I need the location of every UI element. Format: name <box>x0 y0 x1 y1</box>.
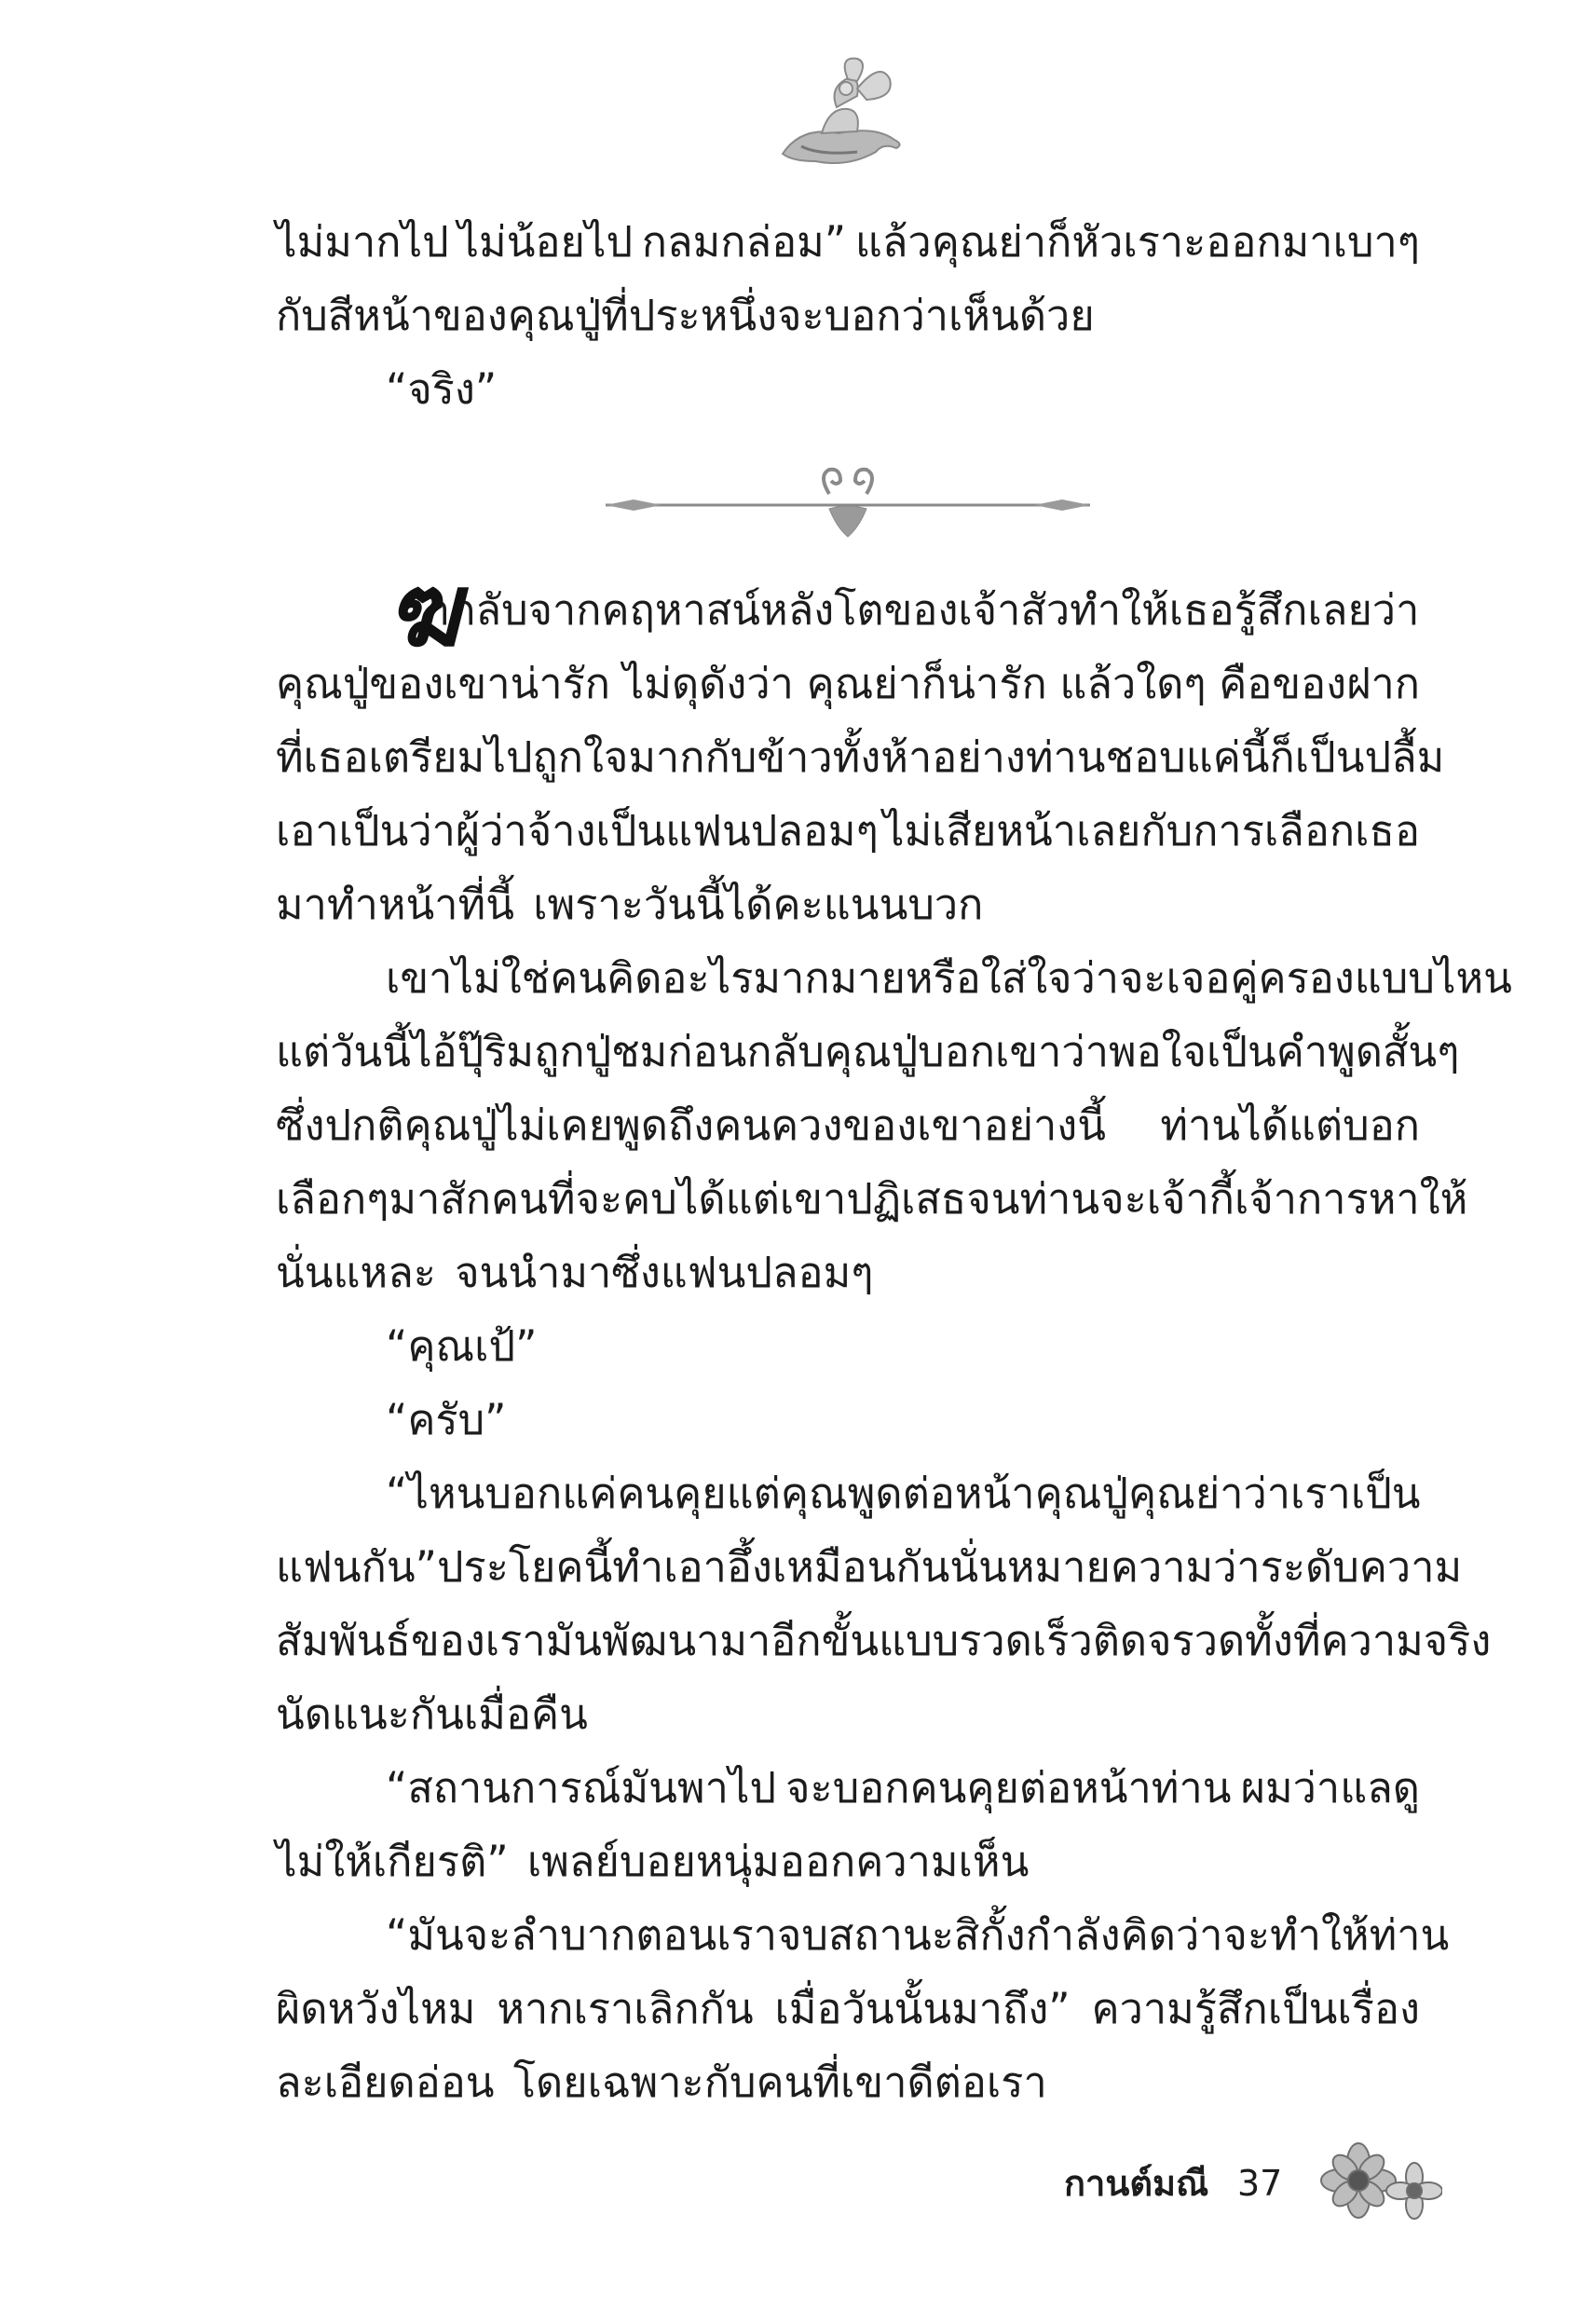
text-line: ไม่ให้เกียรติ” เพลย์บอยหนุ่มออกความเห็น <box>276 1837 1030 1886</box>
text-line: “จริง” <box>386 364 498 414</box>
text-line: นัดแนะกันเมื่อคืน <box>276 1689 588 1739</box>
section-divider-ornament <box>596 457 1099 545</box>
text-line: ากลับจากคฤหาสน์หลังโตของเจ้าสัวทำให้เธอรู้สึกเลยว่า <box>427 585 1420 635</box>
text-line: “สถานการณ์มันพาไป จะบอกคนคุยต่อหน้าท่าน ผมว่าแลดู <box>386 1763 1420 1812</box>
text-line: กับสีหน้าของคุณปู่ที่ประหนึ่งจะบอกว่าเห็นด้วย <box>276 291 1095 340</box>
text-line: “ไหนบอกแค่คนคุย แต่คุณพูดต่อหน้าคุณปู่คุณย่าว่าเราเป็น <box>386 1469 1421 1518</box>
text-line: คุณปู่ของเขาน่ารัก ไม่ดุดังว่า คุณย่าก็น่ารัก แล้วใดๆ คือของฝาก <box>276 659 1420 708</box>
text-line: แต่วันนี้ไอ้ปุ๊ริมถูกปู่ชม ก่อนกลับคุณปู่บอกเขาว่าพอใจ เป็นคำพูดสั้นๆ <box>276 1027 1460 1076</box>
main-text <box>276 552 1512 2119</box>
text-line: ไม่มากไป ไม่น้อยไป กลมกล่อม” แล้วคุณย่าก็หัวเราะออกมาเบาๆ <box>276 217 1420 267</box>
text-line: มาทำหน้าที่นี้ เพราะวันนี้ได้คะแนนบวก <box>276 880 984 929</box>
text-line: “ครับ” <box>386 1395 507 1444</box>
text-line: ละเอียดอ่อน โดยเฉพาะกับคนที่เขาดีต่อเรา <box>276 2058 1047 2107</box>
text-line: ที่เธอเตรียมไปถูกใจมาก กับข้าวทั้งห้าอย่างท่านชอบ แค่นี้ก็เป็นปลื้ม <box>276 732 1445 782</box>
lamp-fairy-ornament-icon <box>764 51 913 172</box>
text-line: สัมพันธ์ของเรามันพัฒนามาอีกขั้นแบบรวดเร็วติดจรวดทั้งที่ความจริง <box>276 1616 1492 1665</box>
text-line: “มันจะลำบากตอนเราจบสถานะสิ กั้งกำลังคิดว่าจะทำให้ท่าน <box>386 1910 1450 1960</box>
text-line: ผิดหวังไหม หากเราเลิกกัน เมื่อวันนั้นมาถึง” ความรู้สึกเป็นเรื่อง <box>276 1984 1420 2033</box>
author-name: กานต์มณี <box>1064 2163 1209 2204</box>
text-line: เอาเป็นว่าผู้ว่าจ้างเป็นแฟนปลอมๆ ไม่เสียหน้าเลยกับการเลือกเธอ <box>276 806 1420 855</box>
text-line: เขาไม่ใช่คนคิดอะไรมากมาย หรือใส่ใจว่าจะเจอคู่ครองแบบไหน <box>386 953 1512 1003</box>
text-line: เลือกๆ มาสักคนที่จะคบได้ แต่เขาปฏิเสธ จนท่านจะเจ้ากี้เจ้าการหาให้ <box>276 1174 1468 1224</box>
page-number: 37 <box>1237 2163 1283 2204</box>
text-line: แฟนกัน” ประโยคนี้ทำเอาอึ้งเหมือนกัน นั่นหมายความว่าระดับความ <box>276 1542 1463 1592</box>
text-line: ซึ่งปกติคุณปู่ไม่เคยพูดถึงคนควงของเขาอย่างนี้ ท่านได้แต่บอก <box>276 1101 1420 1150</box>
opening-paragraph <box>276 205 1420 426</box>
flower-ornament-icon <box>1312 2134 1442 2227</box>
drop-cap: ฆ <box>386 552 461 669</box>
text-line: “คุณเป้” <box>386 1321 538 1371</box>
text-line: นั่นแหละ จนนำมาซึ่งแฟนปลอมๆ <box>276 1248 874 1297</box>
